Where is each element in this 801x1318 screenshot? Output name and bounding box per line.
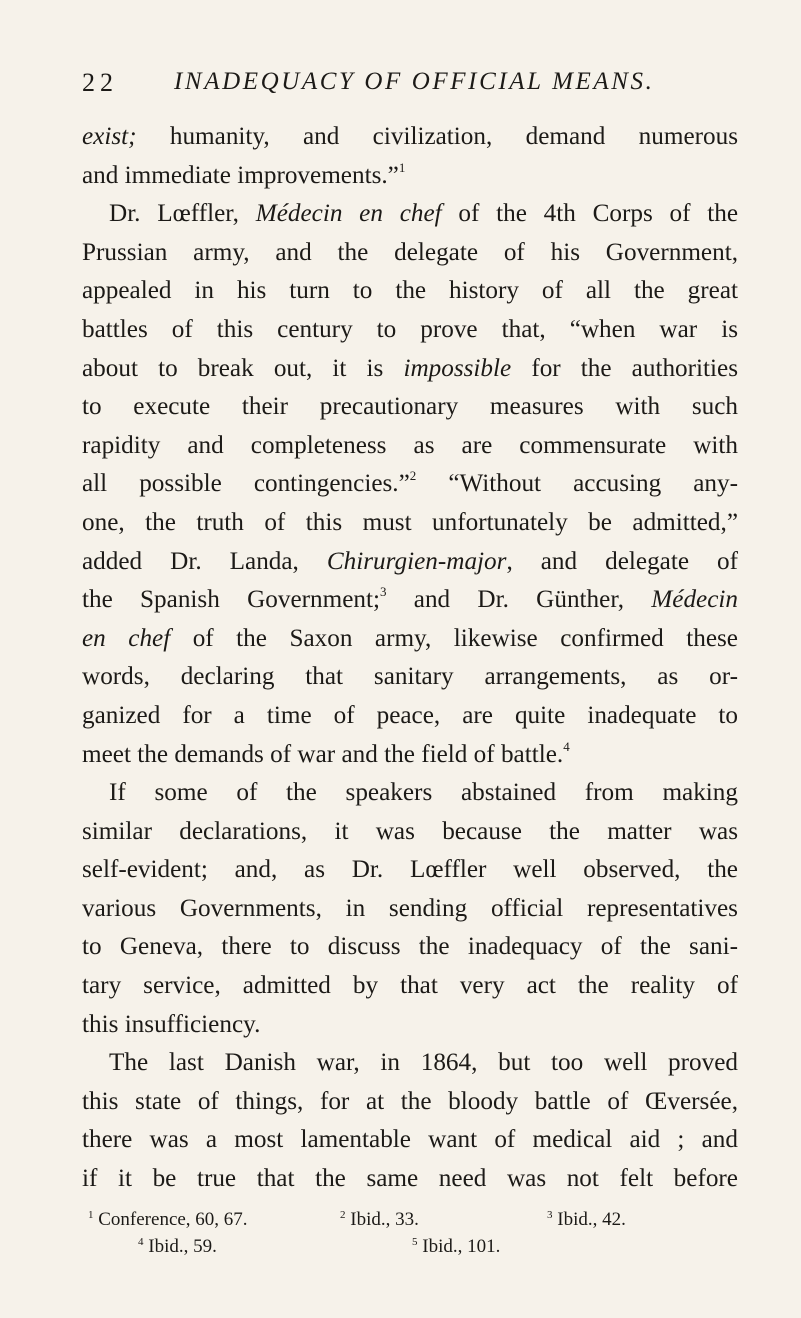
text-line	[82, 272, 738, 311]
text-run: appealed in his turn to the history of all the great	[82, 277, 738, 305]
text-run: one, the truth of this must unfortunately be admitted,”	[82, 508, 738, 536]
text-line	[82, 697, 738, 736]
text-run: and immediate improvements.”	[82, 161, 399, 189]
footnote-5: $^5$ Ibid., 101.	[412, 1236, 501, 1257]
text-run: to Geneva, there to discuss the inadequacy of the sani-	[82, 933, 738, 961]
text-line	[82, 736, 738, 775]
text-line	[82, 311, 738, 350]
text-line	[82, 890, 738, 929]
text-run: battles of this century to prove that, “when war is	[82, 315, 738, 343]
text-run: The last Danish war, in 1864, but too well proved	[109, 1049, 738, 1077]
italic-text: exist;	[82, 123, 137, 150]
text-run: “Without accusing any-	[416, 470, 738, 498]
footnote-row	[82, 1206, 738, 1233]
text-line	[82, 813, 738, 852]
text-run: Prussian army, and the delegate of his Government,	[82, 238, 738, 266]
text-line	[82, 543, 738, 582]
page-header	[82, 68, 737, 102]
text-run: similar declarations, it was because the matter was	[82, 817, 738, 845]
text-line	[82, 350, 738, 389]
text-run: the Spanish Government;	[82, 586, 380, 614]
text-line	[82, 581, 738, 620]
text-line	[82, 620, 738, 659]
text-line	[82, 504, 738, 543]
text-run: , and delegate of	[506, 547, 738, 575]
text-run: this state of things, for at the bloody battle of Œversée,	[82, 1087, 738, 1115]
text-line	[82, 774, 738, 813]
footnote-2: $^2$ Ibid., 33.	[340, 1209, 419, 1230]
text-line	[82, 1083, 738, 1122]
italic-text: Médecin en chef	[255, 200, 442, 228]
text-line	[82, 1121, 738, 1160]
text-line	[82, 427, 738, 466]
text-run: and Dr. Günther,	[386, 586, 652, 614]
text-line	[82, 195, 738, 234]
footnote-ref: 1	[398, 159, 406, 175]
text-line	[82, 928, 738, 967]
text-run: meet the demands of war and the field of battle.	[82, 740, 564, 768]
footnote-ref: 3	[380, 584, 387, 600]
text-line	[82, 157, 738, 196]
footnote-row	[82, 1233, 738, 1260]
text-run: tary service, admitted by that very act the reality of	[82, 972, 738, 1000]
italic-text: Médecin	[651, 586, 738, 614]
text-line	[82, 658, 738, 697]
text-run: various Governments, in sending official representatives	[82, 894, 738, 922]
text-run: If some of the speakers abstained from making	[109, 779, 738, 807]
text-line	[82, 851, 738, 890]
running-title: INADEQUACY OF OFFICIAL MEANS.	[174, 68, 655, 95]
text-run: all possible contingencies.”	[82, 470, 410, 498]
text-run: of the Saxon army, likewise confirmed these	[170, 624, 738, 652]
footnotes	[82, 1206, 738, 1260]
text-run: ganized for a time of peace, are quite inadequate to	[82, 701, 738, 729]
text-run: humanity, and civilization, demand numerous	[136, 123, 738, 150]
text-line	[82, 388, 738, 427]
text-line	[82, 118, 738, 157]
text-run: if it be true that the same need was not felt before	[82, 1165, 738, 1193]
italic-text: impossible	[403, 354, 512, 382]
text-run: to execute their precautionary measures with such	[82, 393, 738, 421]
text-line	[82, 1044, 738, 1083]
text-run: words, declaring that sanitary arrangements, as or-	[82, 663, 738, 691]
text-run: Dr. Lœffler,	[109, 200, 256, 228]
text-run: there was a most lamentable want of medical aid ; and	[82, 1126, 738, 1154]
text-line	[82, 967, 738, 1006]
text-line	[82, 1006, 738, 1045]
page-number: 22	[82, 68, 118, 97]
text-run: about to break out, it is	[82, 354, 404, 382]
footnote-ref: 2	[409, 468, 417, 484]
italic-text: en chef	[82, 624, 171, 652]
text-run: self-evident; and, as Dr. Lœffler well observed, the	[82, 856, 738, 884]
text-run: rapidity and completeness as are commensurate with	[82, 431, 738, 459]
text-line	[82, 234, 738, 273]
footnote-1: $^1$ Conference, 60, 67.	[88, 1209, 248, 1230]
text-line	[82, 1160, 738, 1199]
text-run: this insufficiency.	[82, 1010, 261, 1038]
text-run: of the 4th Corps of the	[441, 200, 738, 228]
footnote-4: $^4$ Ibid., 59.	[138, 1236, 217, 1257]
italic-text: Chirurgien-major	[326, 547, 507, 575]
body-text	[82, 118, 738, 1199]
footnote-3: $^3$ Ibid., 42.	[547, 1209, 626, 1230]
text-run: for the authorities	[511, 354, 739, 382]
text-run: added Dr. Landa,	[82, 547, 327, 575]
text-line	[82, 465, 738, 504]
footnote-ref: 4	[563, 738, 570, 754]
